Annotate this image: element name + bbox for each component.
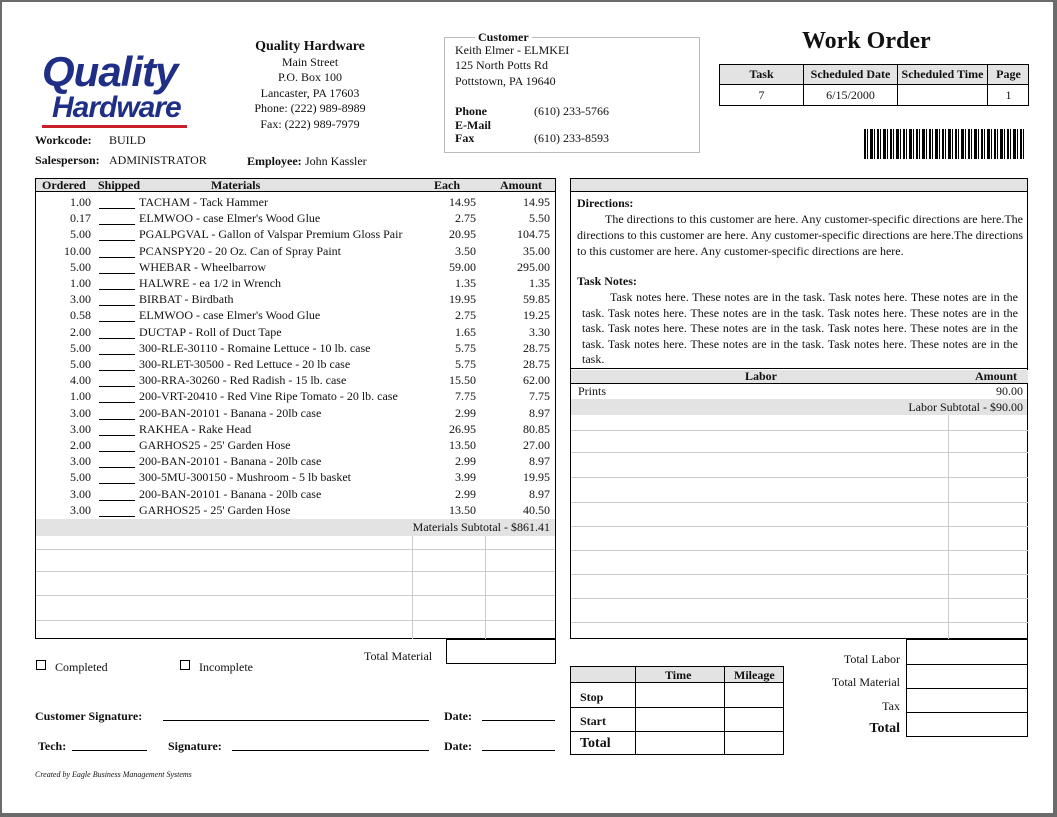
company-logo bbox=[42, 48, 178, 95]
company-fax: Fax: (222) 989-7979 bbox=[260, 116, 360, 131]
shipped-line[interactable] bbox=[99, 500, 135, 501]
amount-cell: 40.50 bbox=[523, 502, 550, 517]
total-material-label: Total Material bbox=[364, 649, 433, 663]
table-row bbox=[36, 211, 556, 227]
table-row bbox=[36, 341, 556, 357]
shipped-line[interactable] bbox=[99, 224, 135, 225]
each-cell: 2.99 bbox=[455, 454, 476, 469]
completed-checkbox[interactable] bbox=[36, 660, 46, 670]
shipped-line[interactable] bbox=[99, 208, 135, 209]
materials-header-amount: Amount bbox=[500, 178, 543, 192]
each-cell: 26.95 bbox=[449, 421, 476, 436]
ordered-cell: 5.00 bbox=[70, 357, 91, 371]
company-street: Main Street bbox=[281, 54, 339, 69]
material-cell: 300-RRA-30260 - Red Radish - 15 lb. case bbox=[139, 373, 347, 388]
ordered-cell: 5.00 bbox=[70, 227, 91, 242]
signature-label: Signature: bbox=[168, 739, 222, 753]
wo-header-scheduled-time: Scheduled Time bbox=[901, 67, 984, 81]
each-cell: 13.50 bbox=[449, 438, 476, 452]
material-cell: RAKHEA - Rake Head bbox=[139, 421, 252, 436]
shipped-line[interactable] bbox=[99, 370, 135, 371]
materials-subtotal: Materials Subtotal - $861.41 bbox=[412, 520, 550, 534]
amount-cell: 28.75 bbox=[523, 357, 550, 371]
amount-cell: 5.50 bbox=[529, 211, 550, 226]
labor-subtotal: Labor Subtotal - $90.00 bbox=[908, 400, 1023, 414]
ordered-cell: 3.00 bbox=[70, 292, 91, 307]
amount-cell: 62.00 bbox=[523, 373, 550, 388]
ordered-cell: 0.17 bbox=[70, 211, 91, 226]
wo-header-page: Page bbox=[996, 67, 1021, 81]
ordered-cell: 5.00 bbox=[70, 470, 91, 485]
directions-label: Directions: bbox=[577, 196, 634, 210]
ordered-cell: 1.00 bbox=[70, 276, 91, 290]
labor-header-labor: Labor bbox=[745, 369, 778, 383]
ordered-cell: 3.00 bbox=[70, 486, 91, 501]
table-row bbox=[36, 470, 556, 486]
table-row bbox=[36, 308, 556, 324]
material-cell: ELMWOO - case Elmer's Wood Glue bbox=[139, 308, 321, 323]
time-total-label: Total bbox=[580, 736, 611, 751]
materials-header-materials: Materials bbox=[211, 178, 261, 192]
totals-tax-label: Tax bbox=[882, 699, 900, 713]
time-header: Time bbox=[665, 668, 692, 682]
date1-label: Date: bbox=[444, 709, 472, 723]
shipped-line[interactable] bbox=[99, 386, 135, 387]
totals-total-label: Total bbox=[869, 721, 900, 736]
amount-cell: 104.75 bbox=[517, 227, 550, 242]
wo-task-value: 7 bbox=[758, 88, 765, 102]
table-row bbox=[36, 503, 556, 519]
amount-cell: 35.00 bbox=[523, 243, 550, 258]
each-cell: 20.95 bbox=[449, 227, 476, 242]
total-material-box[interactable] bbox=[446, 639, 556, 664]
material-cell: DUCTAP - Roll of Duct Tape bbox=[139, 324, 282, 339]
ordered-cell: 1.00 bbox=[70, 195, 91, 209]
customer-name: Keith Elmer - ELMKEI bbox=[455, 43, 570, 57]
material-cell: TACHAM - Tack Hammer bbox=[139, 195, 268, 209]
table-row bbox=[36, 276, 556, 292]
shipped-line[interactable] bbox=[99, 289, 135, 290]
amount-cell: 27.00 bbox=[523, 438, 550, 452]
totals-labor-label: Total Labor bbox=[843, 652, 900, 666]
ordered-cell: 5.00 bbox=[70, 340, 91, 355]
ordered-cell: 1.00 bbox=[70, 389, 91, 404]
shipped-line[interactable] bbox=[99, 467, 135, 468]
directions-text: The directions to this customer are here. Any customer-specific directions are here.The directions to this customer are here. Any customer-specific directions are here.The directions to this customer are here. Any customer-specific directions are here. bbox=[577, 212, 1023, 258]
amount-cell: 295.00 bbox=[517, 259, 550, 274]
customer-email-label: E-Mail bbox=[455, 118, 491, 132]
created-by: Created by Eagle Business Management Systems bbox=[35, 770, 192, 779]
each-cell: 19.95 bbox=[449, 292, 476, 307]
wo-page-value: 1 bbox=[1005, 88, 1012, 102]
shipped-line[interactable] bbox=[99, 451, 135, 452]
table-row bbox=[36, 389, 556, 405]
workcode-value: BUILD bbox=[109, 133, 146, 147]
customer-phone-label: Phone bbox=[455, 104, 488, 118]
tech-line[interactable] bbox=[72, 750, 147, 751]
ordered-cell: 2.00 bbox=[70, 438, 91, 452]
shipped-line[interactable] bbox=[99, 483, 135, 484]
workcode-label: Workcode: bbox=[35, 133, 92, 147]
material-cell: 200-BAN-20101 - Banana - 20lb case bbox=[139, 454, 322, 469]
customer-city: Pottstown, PA 19640 bbox=[455, 74, 556, 88]
materials-header-each: Each bbox=[434, 178, 461, 192]
company-logo-line2: Hardware bbox=[52, 91, 181, 124]
table-row bbox=[36, 357, 556, 373]
table-row bbox=[36, 422, 556, 438]
table-row bbox=[36, 227, 556, 243]
completed-label: Completed bbox=[55, 660, 108, 674]
material-cell: 200-BAN-20101 - Banana - 20lb case bbox=[139, 486, 322, 501]
labor-row-amount: 90.00 bbox=[996, 384, 1023, 398]
material-cell: ELMWOO - case Elmer's Wood Glue bbox=[139, 211, 321, 226]
each-cell: 1.35 bbox=[455, 276, 476, 290]
shipped-line[interactable] bbox=[99, 354, 135, 355]
ordered-cell: 0.58 bbox=[70, 308, 91, 323]
tech-label: Tech: bbox=[38, 739, 67, 753]
material-cell: WHEBAR - Wheelbarrow bbox=[139, 259, 267, 274]
table-row bbox=[36, 292, 556, 308]
shipped-line[interactable] bbox=[99, 321, 135, 322]
date1-line[interactable] bbox=[482, 720, 555, 721]
materials-header-shipped: Shipped bbox=[98, 178, 141, 192]
company-name: Quality Hardware bbox=[255, 39, 365, 54]
material-cell: PCANSPY20 - 20 Oz. Can of Spray Paint bbox=[139, 243, 342, 258]
stop-label: Stop bbox=[580, 690, 604, 704]
logo-underline bbox=[42, 125, 187, 128]
directions-header bbox=[570, 178, 1028, 192]
each-cell: 5.75 bbox=[455, 340, 476, 355]
each-cell: 2.75 bbox=[455, 308, 476, 323]
each-cell: 1.65 bbox=[455, 324, 476, 339]
ordered-cell: 3.00 bbox=[70, 454, 91, 469]
employee-value: John Kassler bbox=[305, 154, 367, 168]
material-cell: 200-VRT-20410 - Red Vine Ripe Tomato - 20 lb. case bbox=[139, 389, 398, 404]
table-row bbox=[36, 195, 556, 211]
each-cell: 13.50 bbox=[449, 502, 476, 517]
totals-material-label: Total Material bbox=[831, 675, 900, 689]
ordered-cell: 3.00 bbox=[70, 421, 91, 436]
shipped-line[interactable] bbox=[99, 435, 135, 436]
customer-phone: (610) 233-5766 bbox=[534, 104, 609, 118]
customer-fax: (610) 233-8593 bbox=[534, 131, 609, 145]
wo-date-value: 6/15/2000 bbox=[826, 88, 875, 102]
table-row bbox=[36, 487, 556, 503]
ordered-cell: 3.00 bbox=[70, 502, 91, 517]
shipped-line[interactable] bbox=[99, 305, 135, 306]
each-cell: 5.75 bbox=[455, 357, 476, 371]
employee-label: Employee: bbox=[247, 154, 302, 168]
amount-cell: 14.95 bbox=[523, 195, 550, 209]
each-cell: 14.95 bbox=[449, 195, 476, 209]
each-cell: 3.99 bbox=[455, 470, 476, 485]
amount-cell: 8.97 bbox=[529, 405, 550, 420]
shipped-line[interactable] bbox=[99, 516, 135, 517]
customer-address: 125 North Potts Rd bbox=[455, 58, 549, 72]
date2-label: Date: bbox=[444, 739, 472, 753]
barcode bbox=[864, 129, 1026, 159]
wo-header-task: Task bbox=[749, 67, 774, 81]
each-cell: 7.75 bbox=[455, 389, 476, 404]
company-info bbox=[240, 39, 380, 132]
task-notes-text: Task notes here. These notes are in the task. Task notes here. These notes are in the task. Task notes here. These notes are in the task. Task notes here. These notes are in the task. Task notes here. These notes are in the task. Task notes here. These notes are in the task. Task notes here. These notes are in the task. Task notes here. These notes are in the task. bbox=[582, 290, 1018, 366]
amount-cell: 80.85 bbox=[523, 421, 550, 436]
table-row bbox=[36, 244, 556, 260]
table-row bbox=[36, 406, 556, 422]
shipped-line[interactable] bbox=[99, 419, 135, 420]
amount-cell: 3.30 bbox=[529, 324, 550, 339]
ordered-cell: 3.00 bbox=[70, 405, 91, 420]
customer-fax-label: Fax bbox=[455, 131, 475, 145]
company-pobox: P.O. Box 100 bbox=[277, 70, 342, 84]
work-order-title: Work Order bbox=[802, 28, 931, 54]
table-row bbox=[36, 260, 556, 276]
labor-header-amount: Amount bbox=[975, 369, 1018, 383]
shipped-line[interactable] bbox=[99, 240, 135, 241]
customer-title: Customer bbox=[475, 30, 532, 45]
incomplete-checkbox[interactable] bbox=[180, 660, 190, 670]
company-phone: Phone: (222) 989-8989 bbox=[254, 101, 366, 115]
amount-cell: 19.95 bbox=[523, 470, 550, 485]
amount-cell: 7.75 bbox=[529, 389, 550, 404]
start-label: Start bbox=[580, 714, 606, 728]
material-cell: 200-BAN-20101 - Banana - 20lb case bbox=[139, 405, 322, 420]
amount-cell: 59.85 bbox=[523, 292, 550, 307]
ordered-cell: 10.00 bbox=[64, 243, 91, 258]
customer-signature-line[interactable] bbox=[163, 720, 429, 721]
each-cell: 15.50 bbox=[449, 373, 476, 388]
each-cell: 2.75 bbox=[455, 211, 476, 226]
material-cell: 300-RLE-30110 - Romaine Lettuce - 10 lb. case bbox=[139, 340, 371, 355]
ordered-cell: 2.00 bbox=[70, 324, 91, 339]
table-row bbox=[36, 325, 556, 341]
ordered-cell: 4.00 bbox=[70, 373, 91, 388]
task-notes-label: Task Notes: bbox=[577, 274, 637, 288]
shipped-line[interactable] bbox=[99, 338, 135, 339]
labor-row-name: Prints bbox=[578, 384, 607, 398]
material-cell: GARHOS25 - 25' Garden Hose bbox=[139, 438, 291, 452]
shipped-line[interactable] bbox=[99, 402, 135, 403]
shipped-line[interactable] bbox=[99, 273, 135, 274]
material-cell: GARHOS25 - 25' Garden Hose bbox=[139, 502, 291, 517]
wo-header-scheduled-date: Scheduled Date bbox=[810, 67, 891, 81]
material-cell: 300-5MU-300150 - Mushroom - 5 lb basket bbox=[139, 470, 351, 485]
amount-cell: 1.35 bbox=[529, 276, 550, 290]
customer-signature-label: Customer Signature: bbox=[35, 709, 143, 723]
company-city: Lancaster, PA 17603 bbox=[260, 85, 360, 100]
shipped-line[interactable] bbox=[99, 257, 135, 258]
material-cell: BIRBAT - Birdbath bbox=[139, 292, 234, 307]
amount-cell: 8.97 bbox=[529, 454, 550, 469]
material-cell: HALWRE - ea 1/2 in Wrench bbox=[139, 276, 282, 290]
amount-cell: 19.25 bbox=[523, 308, 550, 323]
work-order-page bbox=[2, 2, 1053, 813]
table-row bbox=[36, 438, 556, 454]
salesperson-value: ADMINISTRATOR bbox=[109, 153, 207, 167]
material-cell: PGALPGVAL - Gallon of Valspar Premium Gloss Pair bbox=[139, 227, 403, 242]
amount-cell: 28.75 bbox=[523, 340, 550, 355]
each-cell: 59.00 bbox=[449, 259, 476, 274]
salesperson-label: Salesperson: bbox=[35, 153, 100, 167]
signature-line[interactable] bbox=[232, 750, 429, 751]
table-row bbox=[36, 454, 556, 470]
material-cell: 300-RLET-30500 - Red Lettuce - 20 lb case bbox=[139, 357, 351, 371]
materials-header-ordered: Ordered bbox=[42, 178, 86, 192]
each-cell: 2.99 bbox=[455, 405, 476, 420]
logo-line1: Quality bbox=[42, 48, 178, 95]
labor-header bbox=[571, 370, 1028, 383]
table-row bbox=[36, 373, 556, 389]
amount-cell: 8.97 bbox=[529, 486, 550, 501]
incomplete-label: Incomplete bbox=[199, 660, 253, 674]
ordered-cell: 5.00 bbox=[70, 259, 91, 274]
date2-line[interactable] bbox=[482, 750, 555, 751]
each-cell: 2.99 bbox=[455, 486, 476, 501]
mileage-header: Mileage bbox=[734, 668, 775, 682]
each-cell: 3.50 bbox=[455, 243, 476, 258]
